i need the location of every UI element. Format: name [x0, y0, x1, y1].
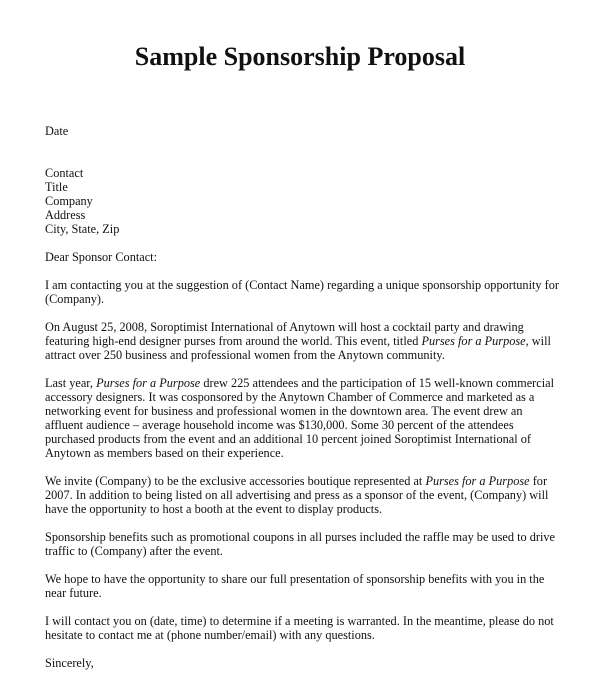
letter-body: [45, 124, 560, 670]
paragraph-7: I will contact you on (date, time) to determine if a meeting is warranted. In the meantime, please do not hesitate to contact me at (phone number/email) with any questions.: [45, 614, 554, 642]
event-name: Purses for a Purpose: [421, 334, 526, 348]
address-line: Title: [45, 180, 68, 194]
paragraph-2: On August 25, 2008, Soroptimist International of Anytown will host a cocktail party and drawing featuring high-end designer purses from around the world. This event, titled Purses for a Purpose, will attract over 250 business and professional women from the Anytown community.: [45, 320, 551, 362]
paragraph-5: Sponsorship benefits such as promotional coupons in all purses included the raffle may be used to drive traffic to (Company) after the event.: [45, 530, 555, 558]
address-line: Contact: [45, 166, 84, 180]
address-line: Company: [45, 194, 93, 208]
address-block: [45, 166, 560, 236]
paragraph-1: I am contacting you at the suggestion of (Contact Name) regarding a unique sponsorship opportunity for (Company).: [45, 278, 559, 306]
address-line: Address: [45, 208, 86, 222]
address-line: City, State, Zip: [45, 222, 120, 236]
salutation: Dear Sponsor Contact:: [45, 250, 158, 264]
document-title: Sample Sponsorship Proposal: [134, 42, 466, 71]
event-name: Purses for a Purpose: [425, 474, 530, 488]
closing: Sincerely,: [45, 656, 94, 670]
paragraph-4: We invite (Company) to be the exclusive accessories boutique represented at Purses for a Purpose for 2007. In addition to being listed on all advertising and press as a sponsor of the event, (Company) will have the opportunity to host a booth at the event to display products.: [45, 474, 549, 516]
paragraph-6: We hope to have the opportunity to share our full presentation of sponsorship benefits with you in the near future.: [45, 572, 545, 600]
date-label: Date: [45, 124, 69, 138]
paragraph-3: Last year, Purses for a Purpose drew 225 attendees and the participation of 15 well-known commercial accessory designers. It was cosponsored by the Anytown Chamber of Commerce and marketed as a networking event for business and professional women in the downtown area. The event drew an affluent audience – average household income was $130,000. Some 30 percent of the attendees purchased products from the event and an additional 10 percent joined Soroptimist International of Anytown as members based on their experience.: [45, 376, 555, 460]
event-name: Purses for a Purpose: [96, 376, 201, 390]
